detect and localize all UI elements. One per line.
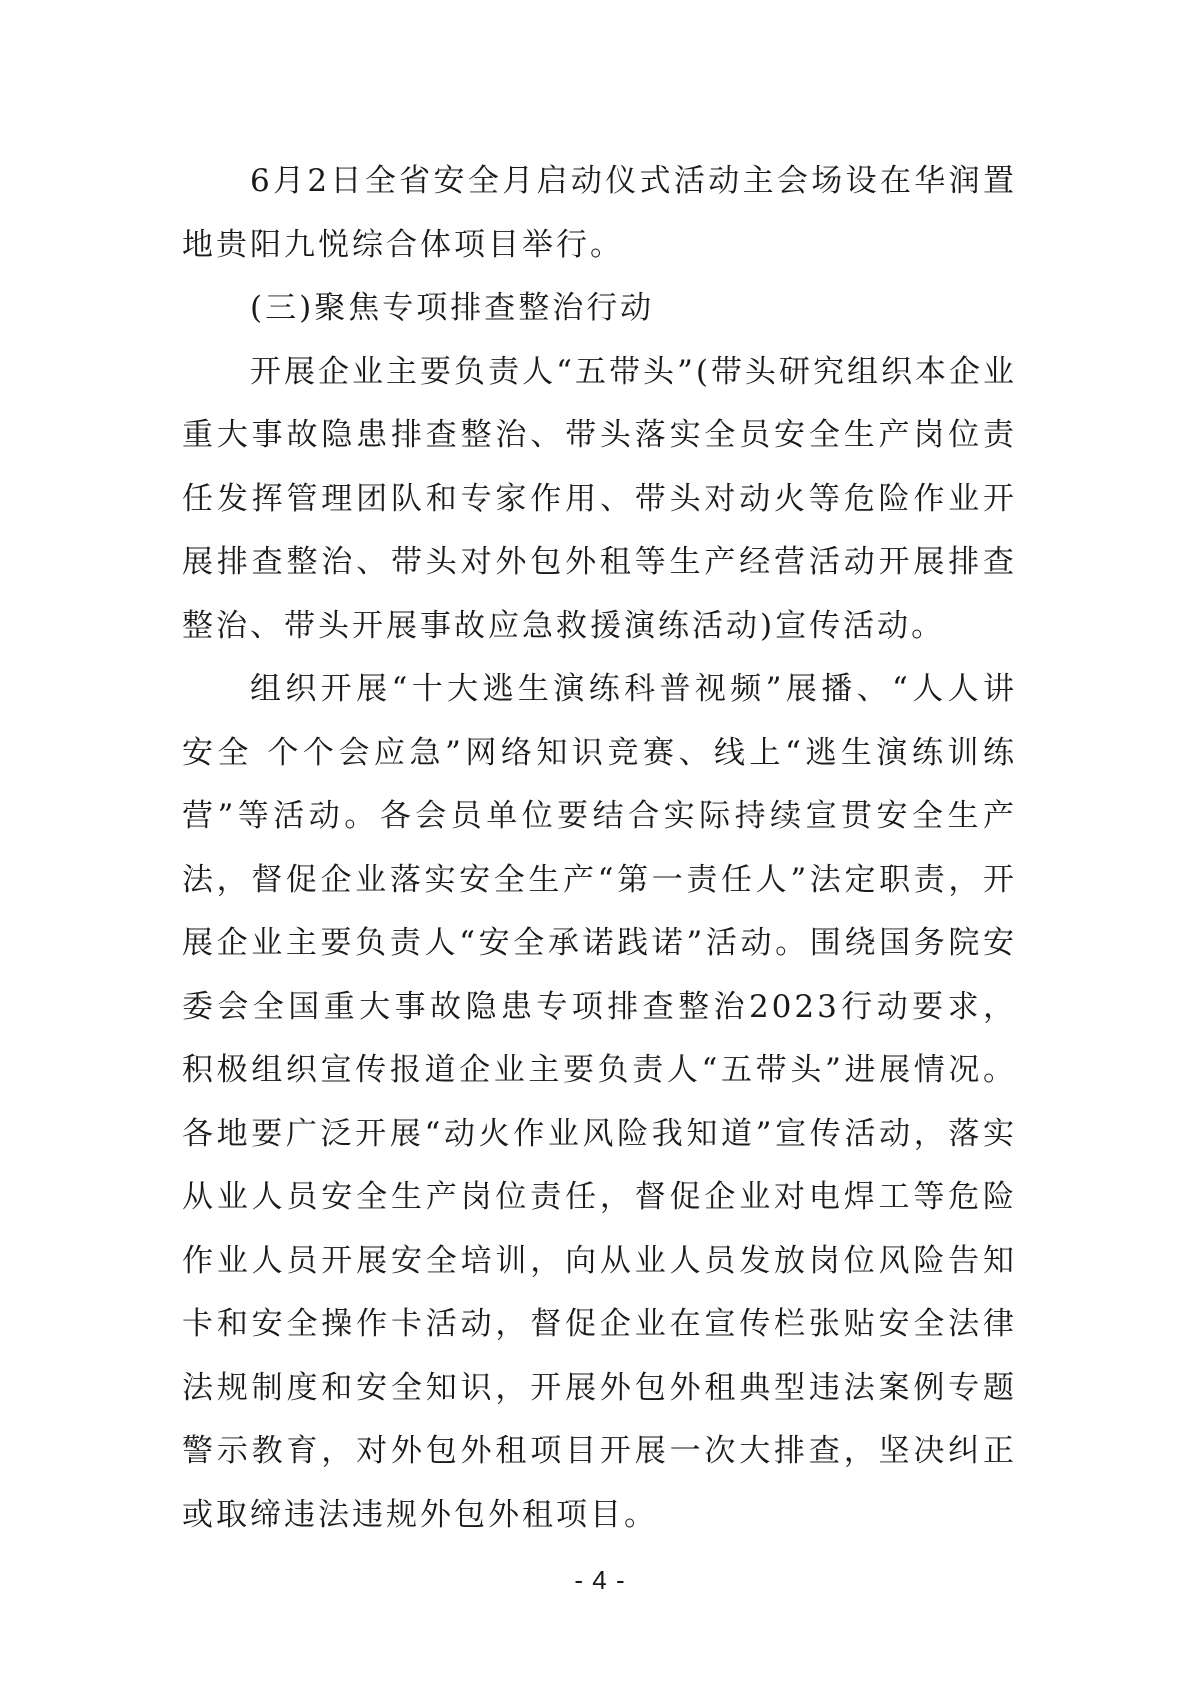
- paragraph-five-leads: 开展企业主要负责人“五带头”(带头研究组织本企业重大事故隐患排查整治、带头落实全员安全生产岗位责任发挥管理团队和专家作用、带头对动火等危险作业开展排查整治、带头对外包外租等生产经营活动开展排查整治、带头开展事故应急救援演练活动)宣传活动。: [182, 353, 1017, 644]
- paragraph-launch-ceremony: 6月2日全省安全月启动仪式活动主会场设在华润置地贵阳九悦综合体项目举行。: [182, 163, 1017, 263]
- section-heading-special-inspection: (三)聚焦专项排查整治行动: [250, 290, 655, 326]
- document-body: [182, 150, 1017, 1547]
- paragraph-activities: 组织开展“十大逃生演练科普视频”展播、“人人讲安全 个个会应急”网络知识竞赛、线上“逃生演练训练营”等活动。各会员单位要结合实际持续宣贯安全生产法，督促企业落实安全生产“第一责任人”法定职责，开展企业主要负责人“安全承诺践诺”活动。围绕国务院安委会全国重大事故隐患专项排查整治2023行动要求，积极组织宣传报道企业主要负责人“五带头”进展情况。各地要广泛开展“动火作业风险我知道”宣传活动，落实从业人员安全生产岗位责任，督促企业对电焊工等危险作业人员开展安全培训，向从业人员发放岗位风险告知卡和安全操作卡活动，督促企业在宣传栏张贴安全法律法规制度和安全知识，开展外包外租典型违法案例专题警示教育，对外包外租项目开展一次大排查，坚决纠正或取缔违法违规外包外租项目。: [182, 671, 1017, 1533]
- page-number: - 4 -: [574, 1565, 626, 1595]
